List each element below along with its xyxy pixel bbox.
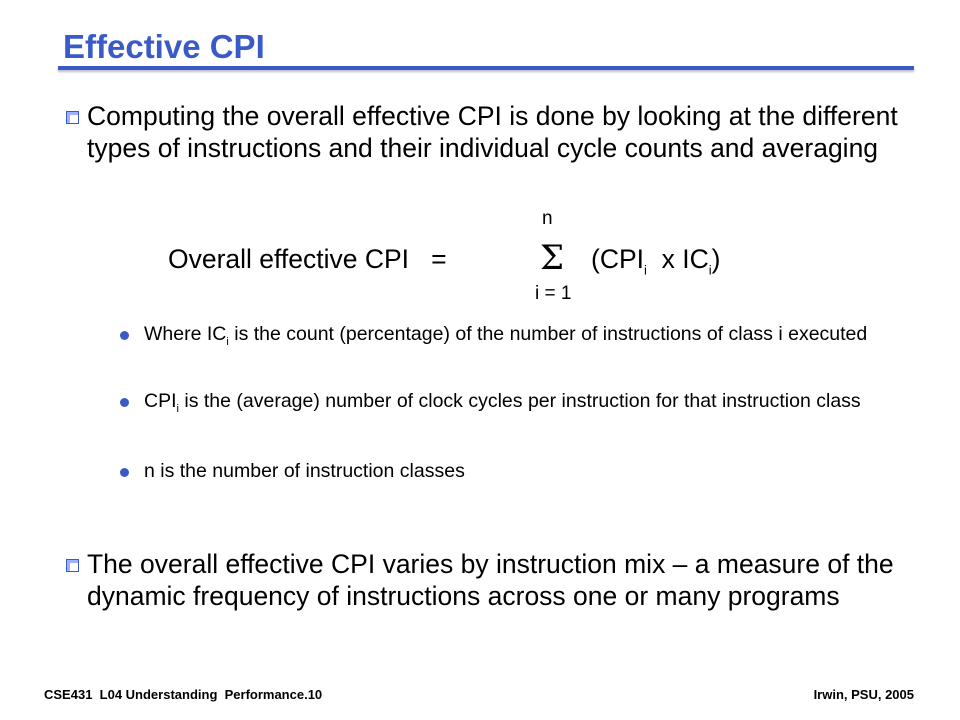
bullet-text: The overall effective CPI varies by instruction mix – a measure of the dynamic frequency of instructions across one or many programs xyxy=(87,549,894,611)
formula-sub-i: i xyxy=(644,262,647,278)
footer-author: Irwin, PSU, 2005 xyxy=(813,687,914,702)
sub-bullet-subscript: i xyxy=(176,402,179,415)
round-bullet-icon xyxy=(120,398,129,407)
formula-open: (CPI xyxy=(591,244,644,274)
bullet-instruction-mix xyxy=(66,548,906,612)
sub-bullet-pre: Where IC xyxy=(144,323,227,345)
slide-title: Effective CPI xyxy=(63,28,265,65)
sum-upper-limit: n xyxy=(542,208,553,229)
bullet-text: Computing the overall effective CPI is done by looking at the different types of instructions and their individual cycle counts and averaging xyxy=(87,101,898,163)
round-bullet-icon xyxy=(120,468,129,477)
footer-course: CSE431 L04 Understanding Performance.10 xyxy=(44,687,323,702)
formula-lhs-text: Overall effective CPI xyxy=(168,244,410,274)
bullet-computing-cpi xyxy=(66,100,906,164)
sub-bullet-cpi xyxy=(120,390,920,421)
sub-bullet-post: is the count (percentage) of the number of instructions of class i executed xyxy=(228,323,868,345)
square-bullet-icon xyxy=(66,111,79,124)
title-underline xyxy=(58,66,914,70)
square-bullet-icon xyxy=(66,559,79,572)
sum-lower-limit: i = 1 xyxy=(535,283,572,304)
formula-rhs xyxy=(591,244,720,277)
formula-times: x IC xyxy=(661,244,709,274)
sigma-icon: Σ xyxy=(540,238,565,278)
sub-bullet-text xyxy=(144,390,920,421)
formula-close: ) xyxy=(711,244,721,274)
sub-bullet-post: is the (average) number of clock cycles per instruction for that instruction class xyxy=(178,390,861,412)
sub-bullet-text: n is the number of instruction classes xyxy=(144,460,465,482)
sub-bullet-pre: CPI xyxy=(144,390,177,412)
sub-bullet-subscript: i xyxy=(226,335,229,348)
sub-bullet-ic xyxy=(120,323,920,354)
sub-bullet-n xyxy=(120,460,920,483)
formula-sub-i-2: i xyxy=(708,262,712,278)
round-bullet-icon xyxy=(120,331,129,340)
sub-bullet-text xyxy=(144,323,920,354)
formula-lhs xyxy=(168,244,447,275)
formula-equals: = xyxy=(431,244,447,274)
